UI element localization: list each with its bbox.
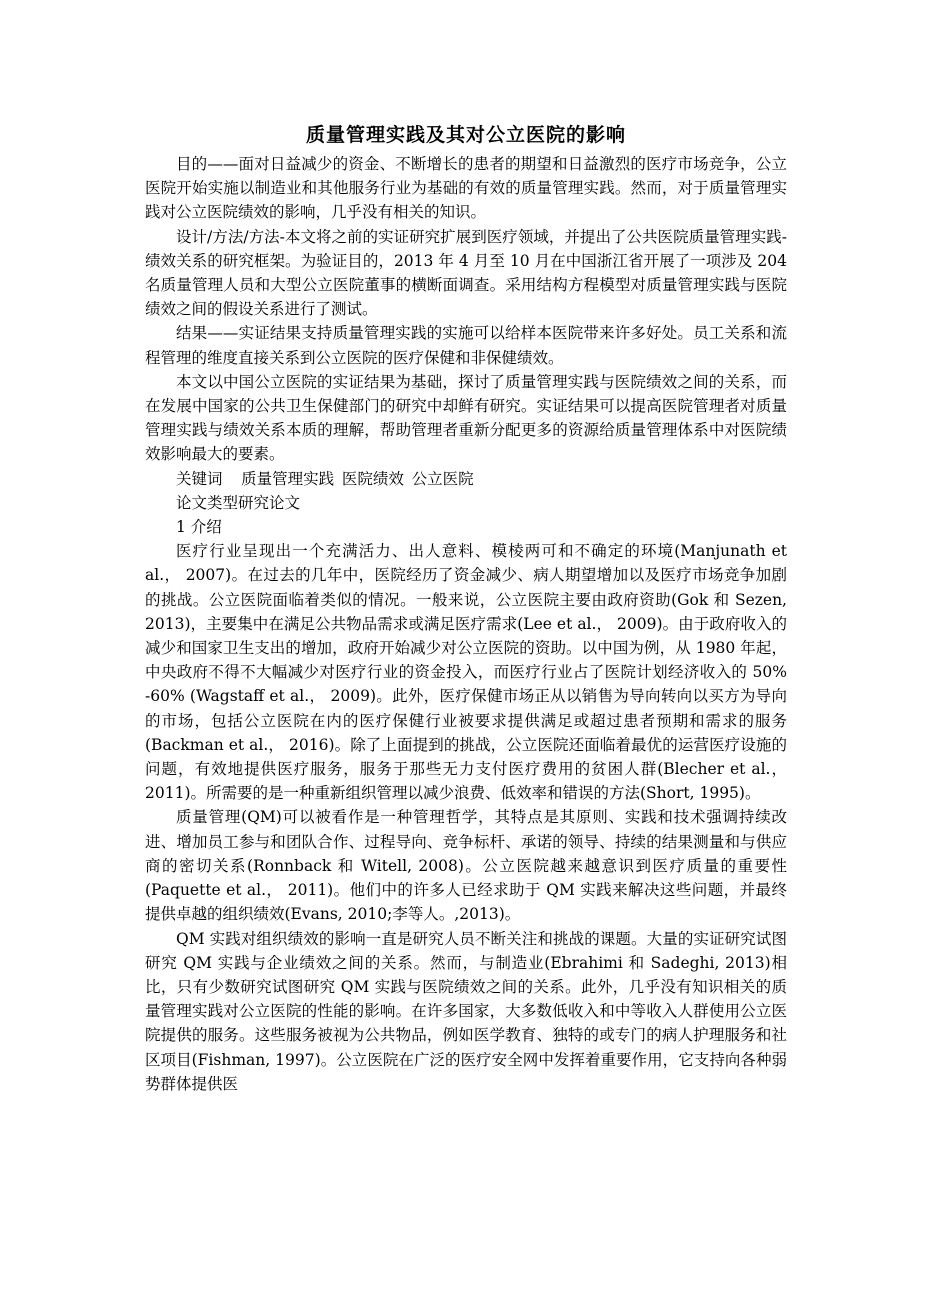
document-title: 质量管理实践及其对公立医院的影响 bbox=[305, 124, 626, 146]
paper-type: 论文类型研究论文 bbox=[176, 493, 301, 512]
keyword-item: 质量管理实践 bbox=[241, 469, 335, 488]
keyword-item: 医院绩效 bbox=[341, 469, 404, 488]
abstract-findings: 结果——实证结果支持质量管理实践的实施可以给样本医院带来许多好处。员工关系和流程管理的维度直接关系到公立医院的医疗保健和非保健绩效。 bbox=[145, 324, 787, 367]
abstract-purpose: 目的——面对日益减少的资金、不断增长的患者的期望和日益激烈的医疗市场竞争，公立医院开始实施以制造业和其他服务行业为基础的有效的质量管理实践。然而，对于质量管理实践对公立医院绩效的影响，几乎没有相关的知识。 bbox=[145, 155, 787, 222]
keyword-item: 公立医院 bbox=[411, 469, 474, 488]
abstract-design: 设计/方法/方法-本文将之前的实证研究扩展到医疗领域，并提出了公共医院质量管理实践-绩效关系的研究框架。为验证目的，2013 年 4 月至 10 月在中国浙江省开展了一项涉及 204 名质量管理人员和大型公立医院董事的横断面调查。采用结构方程模型对质量管理实践与医院绩效之间的假设关系进行了测试。 bbox=[145, 227, 787, 319]
body-paragraph: 质量管理(QM)可以被看作是一种管理哲学，其特点是其原则、实践和技术强调持续改进、增加员工参与和团队合作、过程导向、竞争标杆、承诺的领导、持续的结果测量和与供应商的密切关系(Ronnback 和 Witell, 2008)。公立医院越来越意识到医疗质量的重要性(Paquette et al.， 2011)。他们中的许多人已经求助于 QM 实践来解决这些问题，并最终提供卓越的组织绩效(Evans, 2010;李等人。,2013)。 bbox=[145, 808, 787, 924]
abstract-originality: 本文以中国公立医院的实证结果为基础，探讨了质量管理实践与医院绩效之间的关系，而在发展中国家的公共卫生保健部门的研究中却鲜有研究。实证结果可以提高医院管理者对质量管理实践与绩效关系本质的理解，帮助管理者重新分配更多的资源给质量管理体系中对医院绩效影响最大的要素。 bbox=[145, 372, 787, 464]
keywords-line bbox=[145, 467, 787, 491]
body-paragraph: QM 实践对组织绩效的影响一直是研究人员不断关注和挑战的课题。大量的实证研究试图研究 QM 实践与企业绩效之间的关系。然而，与制造业(Ebrahimi 和 Sadeghi, 2013)相比，只有少数研究试图研究 QM 实践与医院绩效之间的关系。此外，几乎没有知识相关的质量管理实践对公立医院的性能的影响。在许多国家，大多数低收入和中等收入人群使用公立医院提供的服务。这些服务被视为公共物品，例如医学教育、独特的或专门的病人护理服务和社区项目(Fishman, 1997)。公立医院在广泛的医疗安全网中发挥着重要作用，它支持向各种弱势群体提供医 bbox=[145, 929, 787, 1093]
keywords-label: 关键词 bbox=[176, 469, 223, 488]
body-paragraph: 医疗行业呈现出一个充满活力、出人意料、模棱两可和不确定的环境(Manjunath et al.， 2007)。在过去的几年中，医院经历了资金减少、病人期望增加以及医疗市场竞争加剧的挑战。公立医院面临着类似的情况。一般来说，公立医院主要由政府资助(Gok 和 Sezen, 2013)，主要集中在满足公共物品需求或满足医疗需求(Lee et al.， 2009)。由于政府收入的减少和国家卫生支出的增加，政府开始减少对公立医院的资助。以中国为例，从 1980 年起，中央政府不得不大幅减少对医疗行业的资金投入，而医疗行业占了医院计划经济收入的 50% -60% (Wagstaff et al.， 2009)。此外，医疗保健市场正从以销售为导向转向以买方为导向的市场，包括公立医院在内的医疗保健行业被要求提供满足或超过患者预期和需求的服务(Backman et al.， 2016)。除了上面提到的挑战，公立医院还面临着最优的运营医疗设施的问题，有效地提供医疗服务，服务于那些无力支付医疗费用的贫困人群(Blecher et al.， 2011)。所需要的是一种重新组织管理以减少浪费、低效率和错误的方法(Short, 1995)。 bbox=[145, 542, 787, 803]
section-heading: 1 介绍 bbox=[176, 518, 222, 537]
document-page bbox=[145, 120, 787, 1096]
